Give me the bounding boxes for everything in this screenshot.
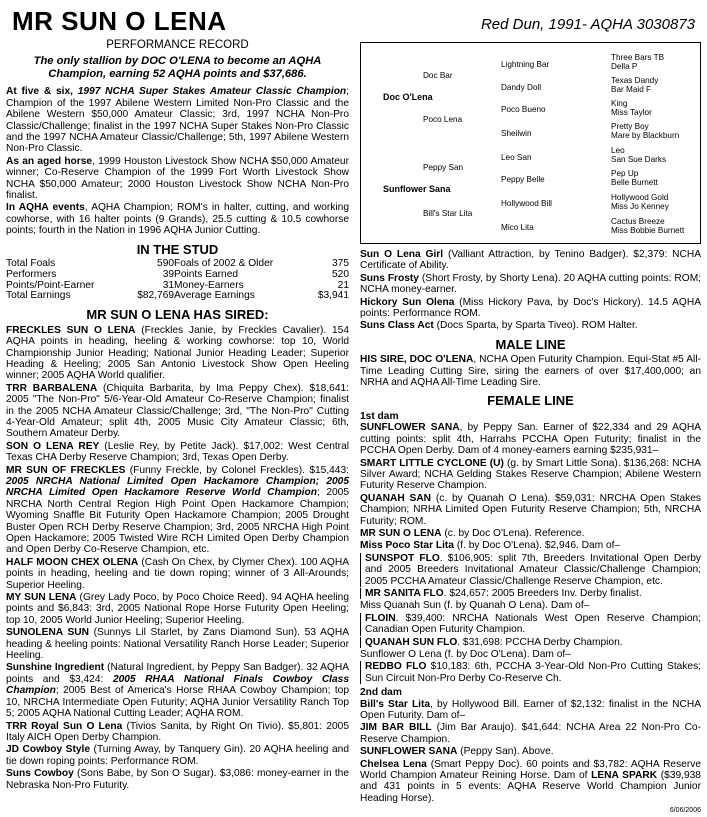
produce-sanita-name: MR SANITA FLO [365,587,444,599]
offspring-entry [6,325,349,382]
stud-label: Total Earnings [6,290,71,302]
stud-value: $3,941 [317,290,349,302]
stud-row [6,291,349,302]
second-dam-name: Bill's Star Lita [360,698,431,710]
produce-spark-text: ($39,938 and 431 points in 5 events: AQHA Reserve World Champion Junior Heading Horse). [360,770,701,804]
produce-quanah-text: (c. by Quanah O Lena). $59,031: NRCHA Open Stakes Champion; NRHA Limited Open Futurity Reserve Champion; 5th, NRCHA Futurity; ROM. [360,492,701,527]
produce-sanita [360,588,701,599]
produce-chelsea [360,759,701,805]
stud-value: 520 [332,268,349,280]
offspring-name: Hickory Sun Olena [360,296,455,308]
pedigree-g3-5: Leo San [501,153,532,162]
offspring-name: MY SUN LENA [6,592,77,604]
offspring-entry [6,557,349,591]
offspring-entry [360,297,701,320]
performance-para-1 [6,86,349,154]
pedigree-g4-13: Hollywood Gold [611,193,669,202]
pedigree-dam: Sunflower Sana [383,184,451,194]
pedigree-g2-1: Doc Bar [423,71,453,80]
offspring-entry [6,768,349,791]
pedigree-g3-8: Mico Lita [501,223,534,232]
offspring-text-tail: ; 2005 NRCHA North Central Region High Point Open Hackamore Champion; Wyoming Snaffle Bit Futurity Open Hackamore Champion; 2005 Drought Buster Open RCH Derby Reserve Champion; 3rd, 2005 NRCHA High Point Open Hackamore; 2005 Twisted Wire RCH Limited Open Derby Champion and Open Derby Co-Reserve Champion, etc. [6,487,349,556]
produce-jim-text: (Jim Bar Araujo). $41,644: NCHA Area 22 Non-Pro Co-Reserve Champion. [360,722,701,745]
produce-sunspot [360,553,701,587]
offspring-name: HALF MOON CHEX OLENA [6,556,139,568]
performance-heading: PERFORMANCE RECORD [106,39,249,51]
produce-poco-text: (f. by Doc O'Lena). $2,946. Dam of– [453,540,621,552]
produce-floin-text: . $39,400: NRCHA Nationals West Open Reserve Champion; Canadian Open Futurity Champion. [365,612,701,636]
female-line-heading: FEMALE LINE [487,393,574,409]
produce-spark-name: LENA SPARK [591,770,658,782]
produce-smart-text: (g. by Smart Little Sona). $136,268: NCHA Silver Award; NCHA Gelding Stakes Reserve Champion; Abilene Western Futurity Reserve Champion. [360,457,701,492]
offspring-name: SUNOLENA SUN [6,627,89,639]
left-column [6,38,349,817]
offspring-name: JD Cowboy Style [6,744,91,756]
para-3-lead: In AQHA events [6,202,85,214]
produce-sunflowersana-text: (Peppy San). Above. [457,746,554,758]
pedigree-g3-3: Poco Bueno [501,105,546,114]
horse-name: MR SUN O LENA [12,6,227,36]
pedigree-g4-2: Della P [611,62,638,71]
produce-sunflowersana [360,746,701,757]
offspring-entry [360,249,701,272]
second-dam [360,699,701,722]
first-dam-text: , by Peppy San. Earner of $22,334 and 29 AQHA cutting points: split 4th, Harrahs PCCHA Open Futurity; finalist in the PCCHA Open Derby. Dam of 4 money-earners earning $235,931– [360,422,702,457]
pedigree-g2-4: Bill's Star Lita [423,209,473,218]
offspring-text: (Sons Babe, by Son O Sugar). $3,086: money-earner in the Nebraska Non-Pro Futurity. [6,768,349,791]
sired-heading: MR SUN O LENA HAS SIRED: [86,307,269,323]
offspring-name: TRR Royal Sun O Lena [6,720,123,732]
male-line-text [360,354,701,388]
offspring-text: (Freckles Janie, by Freckles Cavalier). 154 AQHA points in heading, heeling & working cowhorse: top 10, World Championship Junior Heading; National Junior Heading Leader; Superior Heading & Heeling; 2005 San Antonio Livestock Show Open Heeling winner; 2005 AQHA World qualifier. [6,324,350,382]
pedigree-g4-10: San Sue Darks [611,155,667,164]
stud-value: 590 [157,258,175,270]
produce-mrsun-name: MR SUN O LENA [360,527,442,539]
produce-poco-name: Miss Poco Star Lita [360,540,454,552]
offspring-text: (Grey Lady Poco, by Poco Choice Reed). 94 AQHA heeling points and $6,843: 3rd, 2005 National Rope Horse Futurity Open Heeling; top 10, 2005 World Junior Heeling; Superior Heeling. [6,592,349,626]
stud-label: Money-Earners [174,279,244,291]
offspring-text: (Short Frosty, by Shorty Lena). 20 AQHA cutting points: ROM; NCHA money-earner. [360,272,702,296]
pedigree-g4-14: Miss Jo Kenney [611,202,669,211]
para-1-highlight: 1997 NCHA Super Stakes Amateur Classic Champion [77,86,347,98]
pedigree-g3-6: Peppy Belle [501,175,545,184]
offspring-name: SON O LENA REY [6,440,100,452]
offspring-text: (Sunnys Lil Starlet, by Zans Diamond Sun). 53 AQHA heading & heeling points: National Versatility Ranch Horse Leader; Superior Heeling. [6,627,349,662]
sired-list [6,325,349,791]
offspring-text-tail: ; 2005 Best of America's Horse RHAA Cowboy Champion; top 10, NRCHA Intermediate Open Futurity; AQHA Junior Versatility Ranch Top 5; 2005 AQHA National Cutting Leader; AQHA ROM. [6,685,349,720]
stud-label: Points/Point-Earner [6,279,95,291]
male-line-heading: MALE LINE [495,336,566,352]
produce-floin-name: FLOIN [365,612,396,624]
stud-heading: IN THE STUD [136,241,219,257]
produce-floin [360,613,701,636]
pedigree-g4-4: Bar Maid F [611,85,652,94]
second-dam-label: 2nd dam [360,687,402,699]
columns [6,38,701,817]
offspring-text: (Chiquita Barbarita, by Ima Peppy Chex). $18,641: 2005 "The Non-Pro" 5/6-Year-Old Amateur Co-Reserve Champion; finalist in the 2005 NCHA Amateur Classic/Challenge; 3rd, "The Non-Pro" Cutting 4-Year-Old Amateur; split 4th, 2005 Music City Amateur Classic; 6th, Southern Amateur Derby. [6,382,349,440]
produce-smart-name: SMART LITTLE CYCLONE (U) [360,457,504,469]
offspring-name: Sun O Lena Girl [360,249,444,260]
right-sired-list [360,249,701,332]
produce-quanah-name: QUANAH SAN [360,492,432,504]
pedigree-g3-2: Dandy Doll [501,83,542,92]
first-dam [360,422,701,456]
female-line [360,411,701,817]
offspring-text: (Valliant Attraction, by Tenino Badger). $2,379: NCHA Certificate of Ability. [360,249,702,272]
offspring-highlight: 2005 RHAA National Finals Cowboy Class Champion [6,673,349,697]
produce-redbo-text: $10,183: 6th, PCCHA 3-Year-Old Non-Pro Cutting Stakes; Sun Circuit Non-Pro Derby Co-Reserve Ch. [365,661,701,684]
produce-smart [360,458,701,492]
offspring-entry [6,383,349,440]
produce-sunspot-text: . $106,905: split 7th, Breeders Invitational Open Derby and 2005 Breeders Invitational Amateur Classic/Challenge Champion; 2005 PCCHA Amateur Classic/Challenge Reserve Champion, etc. [365,552,701,587]
right-column [360,38,701,817]
pedigree-g4-5: King [611,99,628,108]
pedigree-g3-7: Hollywood Bill [501,199,552,208]
produce-redbo-name: REDBO FLO [365,661,427,673]
pedigree-chart [360,42,701,244]
stud-label: Foals of 2002 & Older [174,258,274,270]
pedigree-g4-8: Mare by Blackburn [611,131,680,140]
pedigree-g4-9: Leo [611,146,625,155]
offspring-entry [6,627,349,661]
produce-poco [360,540,701,551]
pedigree-g4-6: Miss Taylor [611,108,652,117]
produce-jim-name: JIM BAR BILL [360,722,432,734]
stud-label: Performers [6,268,57,280]
produce-redbo [360,661,701,684]
produce-mrsun-text: (c. by Doc O'Lena). Reference. [441,527,585,539]
pedigree-g2-2: Poco Lena [423,115,463,124]
produce-sanita-text: . $24,657: 2005 Breeders Inv. Derby finalist. [443,587,642,599]
offspring-entry [360,273,701,296]
registration-info: Red Dun, 1991- AQHA 3030873 [480,16,695,33]
offspring-text: (Turning Away, by Tanquery Gin). 20 AQHA heeling and tie down roping points: Performance ROM. [6,744,349,767]
second-dam-text: , by Hollywood Bill. Earner of $2,132: finalist in the NCHA Open Futurity. Dam of– [360,698,701,722]
offspring-entry [6,592,349,626]
pedigree-g4-16: Miss Bobbie Burnett [611,226,685,235]
offspring-highlight: 2005 NRCHA National Limited Open Hackamore Champion; 2005 NRCHA Limited Open Hackamore Reserve World Champion [6,475,349,499]
performance-intro: The only stallion by DOC O'LENA to become an AQHA Champion, earning 52 AQHA points and $37,686. [33,55,322,81]
pedigree-g4-1: Three Bars TB [611,53,665,62]
offspring-entry [6,441,349,464]
produce-jim [360,722,701,745]
stud-label: Total Foals [6,258,56,270]
offspring-text: (Natural Ingredient, by Peppy San Badger). 32 AQHA points and $3,424: [6,662,350,685]
produce-chelsea-text: (Smart Peppy Doc). 60 points and $3,782: AQHA Reserve World Champion Amateur Reining Horse. Dam of [360,758,702,782]
produce-quanahsunflo [360,637,701,648]
stud-table [6,259,349,302]
catalog-page [6,6,702,815]
offspring-text: (Cash On Chex, by Clymer Chex). 100 AQHA points in heading, heeling and tie down roping; winner of 3 All-Arounds; Superior Heeling. [6,556,349,591]
produce-missquanah: Miss Quanah Sun (f. by Quanah O Lena). Dam of– [360,600,590,612]
stud-label: Average Earnings [174,290,255,302]
offspring-name: MR SUN OF FRECKLES [6,464,126,476]
para-3-text: , AQHA Champion; ROM's in halter, cutting, and working cowhorse, with 16 halter points (9 Grands), 25.5 cutting & 10.5 cowhorse points; fourth in the Nation in 1996 AQHA Junior Cutting. [6,202,350,237]
produce-sunflowersana-name: SUNFLOWER SANA [360,746,458,758]
para-2-text: , 1999 Houston Livestock Show NCHA $50,000 Amateur winner; Co-Reserve Champion of the 1999 Fort Worth Livestock Show NCHA $50,000 Amateur; 2000 Houston Livestock Show NCHA Non-Pro finalist. [6,155,349,202]
pedigree-g4-11: Pep Up [611,169,639,178]
produce-sunspot-name: SUNSPOT FLO [365,552,440,564]
para-2-lead: As an aged horse [6,155,93,167]
pedigree-g4-12: Belle Burnett [611,178,658,187]
pedigree-g4-3: Texas Dandy [611,76,659,85]
offspring-text: (Funny Freckle, by Colonel Freckles). $15,443: [125,464,349,476]
offspring-entry [6,744,349,767]
pedigree-g4-15: Cactus Breeze [611,217,665,226]
pedigree-sire: Doc O'Lena [383,92,433,102]
offspring-name: Suns Frosty [360,272,419,284]
male-line-desc: , NCHA Open Futurity Champion. Equi-Stat #5 All-Time Leading Cutting Sire, siring the earners of over $17,400,000; an NRHA and AQHA All-Time Leading Sire. [360,354,701,389]
stud-value: 21 [337,279,349,291]
first-dam-label: 1st dam [360,410,399,422]
stud-value: 39 [162,268,175,280]
male-line-name: HIS SIRE, DOC O'LENA [360,354,474,366]
para-1-text: ; Champion of the 1997 Abilene Western Limited Non-Pro Classic and the Abilene Western $50,000 Amateur Classic; 3rd, 1997 NCHA Non-Pro Classic/Challenge; finalist in the 1997 NCHA Super Stakes Non-Pro Classic and the 1997 NCHA Amateur Classic/Challenge; 5th, 1997 Abilene Western Non-Pro Classic. [6,86,349,155]
header [6,6,701,36]
offspring-entry [6,721,349,744]
stud-value: 375 [332,258,349,270]
pedigree-g2-3: Peppy San [423,163,464,172]
offspring-text: (Tivios Sanita, by Right On Tivio). $5,801: 2005 Italy AICH Open Derby Champion. [6,720,349,743]
stud-value: $82,769 [137,290,175,302]
offspring-name: Sunshine Ingredient [6,662,105,674]
offspring-name: Suns Class Act [360,320,434,332]
produce-quanahsunflo-text: . $31,698: PCCHA Derby Champion. [457,636,623,648]
offspring-entry [6,465,349,556]
stud-label: Points Earned [174,268,239,280]
offspring-entry [6,662,349,719]
produce-chelsea-name: Chelsea Lena [360,758,427,770]
offspring-name: FRECKLES SUN O LENA [6,324,136,336]
offspring-text: (Miss Hickory Pava, by Doc's Hickory). 14.5 AQHA points: Performance ROM. [360,296,701,320]
produce-quanahsunflo-name: QUANAH SUN FLO [365,636,458,648]
pedigree-g4-7: Pretty Boy [611,122,649,131]
offspring-name: TRR BARBALENA [6,382,98,394]
produce-sunflowerolena: Sunflower O Lena (f. by Doc O'Lena). Dam of– [360,649,571,660]
offspring-text: (Docs Sparta, by Sparta Tiveo). ROM Halter. [433,320,638,332]
para-1-lead: At five & six, [6,86,78,98]
first-dam-name: SUNFLOWER SANA [360,422,460,434]
performance-para-3 [6,202,349,236]
offspring-name: Suns Cowboy [6,768,74,780]
pedigree-g3-4: Sheilwin [501,129,532,138]
print-date: 6/06/2006 [669,807,701,815]
produce-mrsun [360,528,701,539]
offspring-entry [360,320,701,331]
pedigree-g3-1: Lightning Bar [501,60,550,69]
offspring-text: (Leslie Rey, by Petite Jack). $17,002: West Central Texas CHA Derby Reserve Champion; 3rd, Texas Open Derby. [6,440,350,464]
performance-para-2 [6,156,349,202]
stud-value: 31 [162,279,175,291]
produce-quanah [360,493,701,527]
